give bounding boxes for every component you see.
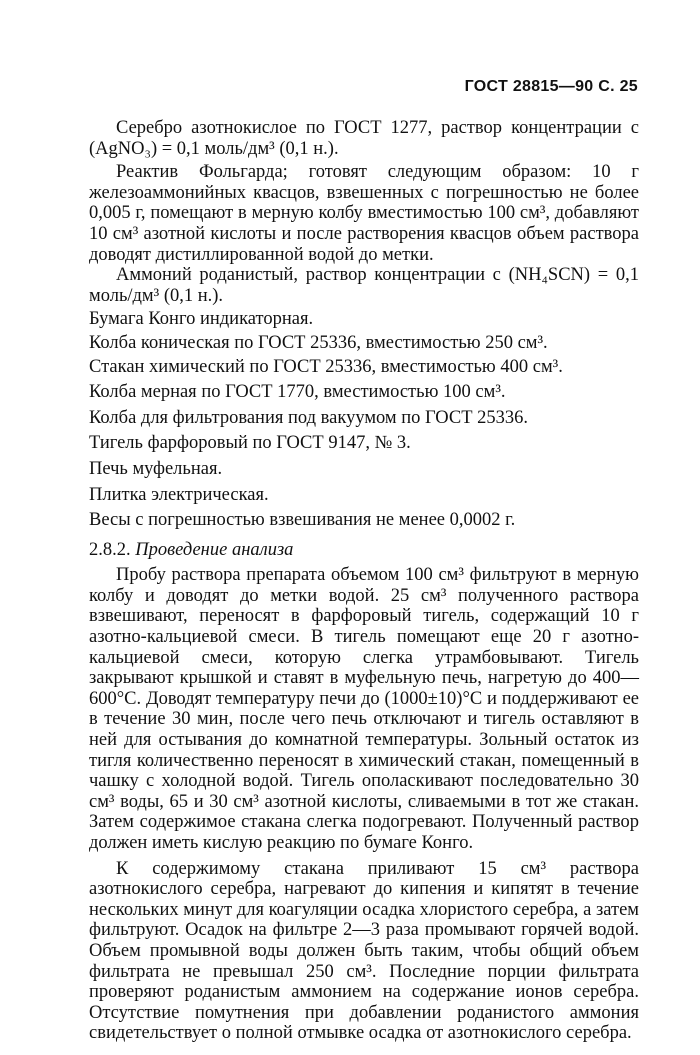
section-number: 2.8.2. [89,539,131,560]
document-body [89,118,639,1044]
item-filter-flask: Колба для фильтрования под вакуумом по ГОСТ 25336. [89,407,528,428]
item-hot-plate: Плитка электрическая. [89,484,269,505]
reagent-silver-nitrate: Серебро азотнокислое по ГОСТ 1277, раствор концентрации c (AgNO₃) = 0,1 моль/дм³ (0,1 н.). [89,118,639,159]
item-crucible: Тигель фарфоровый по ГОСТ 9147, № 3. [89,433,411,454]
item-volumetric-flask: Колба мерная по ГОСТ 1770, вместимостью 100 см³. [89,382,506,403]
section-title: Проведение анализа [135,539,294,560]
procedure-paragraph-2: К содержимому стакана приливают 15 см³ раствора азотнокислого серебра, нагревают до кипения и кипятят в течение нескольких минут для коагуляции осадка хлористого серебра, а затем фильтруют. Осадок на фильтре 2—3 раза промывают горячей водой. Объем промывной воды должен быть таким, чтобы общий объем фильтрата не превышал 250 см³. Последние порции фильтрата проверяют роданистым аммонием на содержание ионов серебра. Отсутствие помутнения при добавлении роданистого аммония свидетельствует о полной отмывке осадка от азотнокислого серебра. [89,858,639,1044]
procedure-paragraph-1: Пробу раствора препарата объемом 100 см³ фильтруют в мерную колбу и доводят до метки водой. 25 см³ полученного раствора взвешивают, переносят в фарфоровый тигель, содержащий 10 г азотно-кальциевой смеси. В тигель помещают еще 20 г азотно-кальциевой смеси, которую слегка утрамбовывают. Тигель закрывают крышкой и ставят в муфельную печь, нагретую до 400—600°C. Доводят температуру печи до (1000±10)°C и поддерживают ее в течение 30 мин, после чего печь отключают и тигель оставляют в ней для остывания до комнатной температуры. Зольный остаток из тигля количественно переносят в химический стакан, помещенный в чашку с холодной водой. Тигель ополаскивают последовательно 30 см³ воды, 65 и 30 см³ азотной кислоты, сливаемыми в тот же стакан. Затем содержимое стакана слегка подогревают. Полученный раствор должен иметь кислую реакцию по бумаге Конго. [89,565,639,853]
item-scales: Весы с погрешностью взвешивания не менее 0,0002 г. [89,510,516,531]
reagent-folgard: Реактив Фольгарда; готовят следующим образом: 10 г железоаммонийных квасцов, взвешенных с погрешностью не более 0,005 г, помещают в мерную колбу вместимостью 100 см³, добавляют 10 см³ азотной кислоты и после растворения квасцов объем раствора доводят дистиллированной водой до метки. [89,162,639,265]
reagent-ammonium-thiocyanate: Аммоний роданистый, раствор концентрации c (NH₄SCN) = 0,1 моль/дм³ (0,1 н.). [89,265,639,306]
item-muffle-furnace: Печь муфельная. [89,458,223,479]
reagent-congo-paper: Бумага Конго индикаторная. [89,309,314,330]
item-beaker: Стакан химический по ГОСТ 25336, вместимостью 400 см³. [89,356,563,377]
running-header: ГОСТ 28815—90 С. 25 [464,78,638,95]
section-heading [89,540,639,561]
item-conical-flask: Колба коническая по ГОСТ 25336, вместимостью 250 см³. [89,332,548,353]
